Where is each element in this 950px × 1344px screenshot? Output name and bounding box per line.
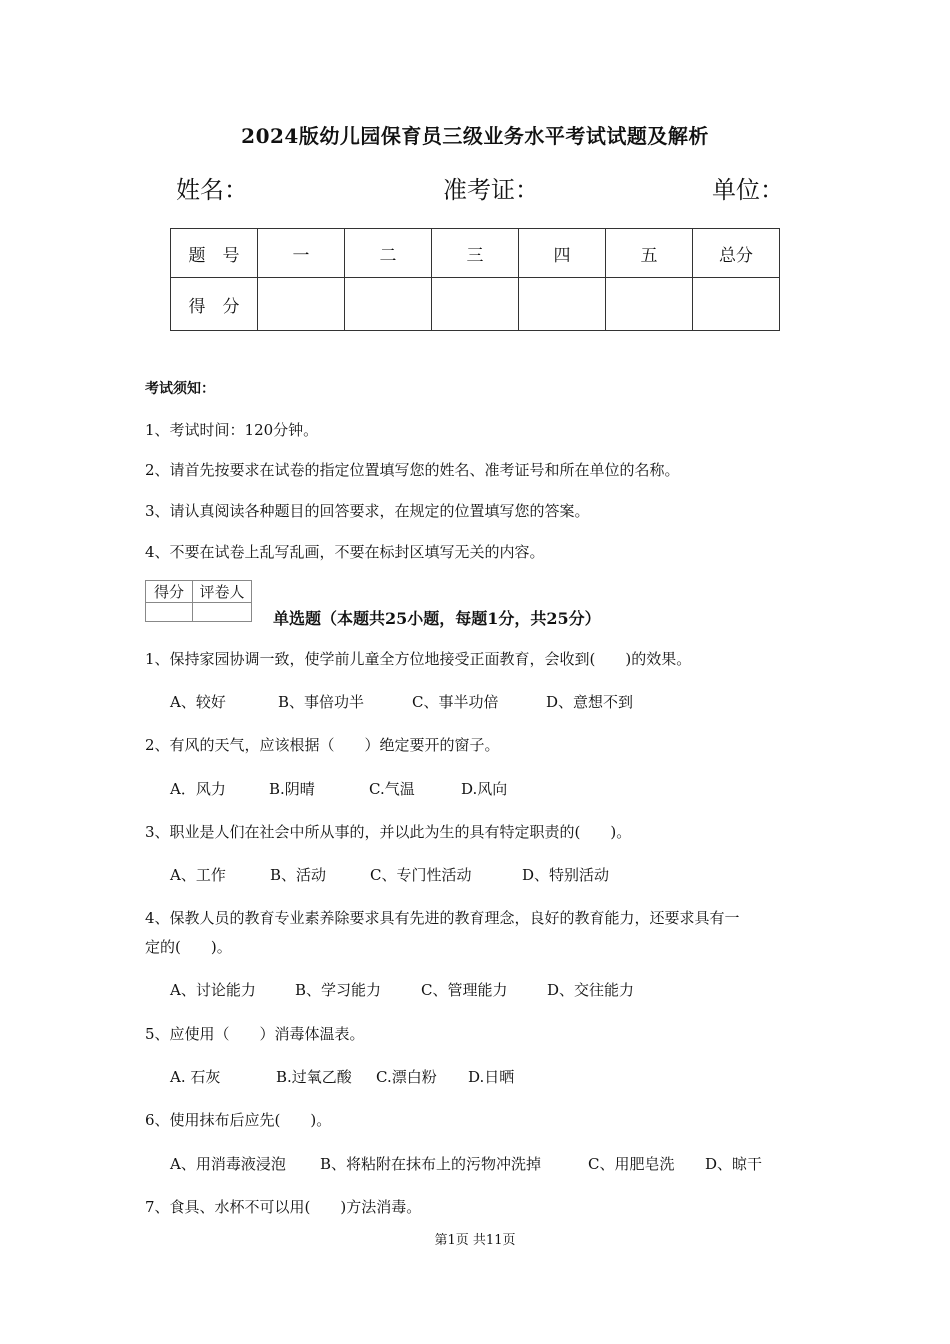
score-cell: 总分 xyxy=(693,229,780,278)
score-table-header-row xyxy=(171,229,780,278)
grader-name-blank[interactable] xyxy=(193,603,252,622)
notice-item: 4、不要在试卷上乱写乱画，不要在标封区填写无关的内容。 xyxy=(145,543,545,561)
notice-item: 1、考试时间：120分钟。 xyxy=(145,421,319,439)
option: C、用肥皂洗 xyxy=(588,1155,675,1173)
question-options xyxy=(170,1153,762,1174)
score-cell: 三 xyxy=(432,229,519,278)
grader-score-blank[interactable] xyxy=(146,603,193,622)
unit-label: 单位： xyxy=(712,176,784,204)
question-text: 5、应使用（ ）消毒体温表。 xyxy=(145,1025,365,1043)
question-options xyxy=(170,691,633,712)
option: B.过氧乙酸 xyxy=(276,1068,352,1086)
exam-id-label: 准考证： xyxy=(443,176,539,204)
option: D、晾干 xyxy=(705,1155,763,1173)
option: D、意想不到 xyxy=(546,693,634,711)
document-title: 2024版幼儿园保育员三级业务水平考试试题及解析 xyxy=(241,124,709,148)
option: A、讨论能力 xyxy=(170,981,256,999)
option: A、工作 xyxy=(170,866,226,884)
question-text: 4、保教人员的教育专业素养除要求具有先进的教育理念，良好的教育能力，还要求具有一 xyxy=(145,909,740,927)
score-blank-cell[interactable] xyxy=(606,278,693,331)
option: D、交往能力 xyxy=(547,981,635,999)
score-cell: 二 xyxy=(345,229,432,278)
score-table xyxy=(170,228,780,331)
score-blank-cell[interactable] xyxy=(519,278,606,331)
question-options xyxy=(170,864,609,885)
question-options xyxy=(170,979,634,1000)
score-blank-cell[interactable] xyxy=(693,278,780,331)
option: D、特别活动 xyxy=(522,866,610,884)
score-blank-cell[interactable] xyxy=(258,278,345,331)
score-cell: 题 号 xyxy=(171,229,258,278)
question-text: 3、职业是人们在社会中所从事的，并以此为生的具有特定职责的( )。 xyxy=(145,823,632,841)
question-options xyxy=(170,1066,514,1087)
notice-item: 2、请首先按要求在试卷的指定位置填写您的姓名、准考证号和所在单位的名称。 xyxy=(145,461,680,479)
option: A. 石灰 xyxy=(170,1068,221,1086)
grader-label: 评卷人 xyxy=(193,581,252,603)
question-text: 6、使用抹布后应先( )。 xyxy=(145,1111,332,1129)
option: B、学习能力 xyxy=(295,981,382,999)
question-text: 7、食具、水杯不可以用( )方法消毒。 xyxy=(145,1198,422,1216)
option: A．风力 xyxy=(170,780,226,798)
page-footer: 第1页 共11页 xyxy=(434,1233,516,1248)
score-blank-cell[interactable] xyxy=(345,278,432,331)
score-table-score-row xyxy=(171,278,780,331)
score-cell: 四 xyxy=(519,229,606,278)
question-text: 2、有风的天气，应该根据（ ）绝定要开的窗子。 xyxy=(145,736,500,754)
option: A、较好 xyxy=(170,693,226,711)
option: A、用消毒液浸泡 xyxy=(170,1155,286,1173)
score-cell: 五 xyxy=(606,229,693,278)
grader-score-label: 得分 xyxy=(146,581,193,603)
question-options xyxy=(170,778,507,799)
name-label: 姓名： xyxy=(176,176,248,204)
grader-table xyxy=(145,580,252,622)
option: D.风向 xyxy=(461,780,508,798)
notice-item: 3、请认真阅读各种题目的回答要求，在规定的位置填写您的答案。 xyxy=(145,502,590,520)
option: B、将粘附在抹布上的污物冲洗掉 xyxy=(320,1155,542,1173)
score-row-label: 得 分 xyxy=(171,278,258,331)
option: C.漂白粉 xyxy=(376,1068,437,1086)
option: B、事倍功半 xyxy=(278,693,365,711)
question-text-continued: 定的( )。 xyxy=(145,938,232,956)
option: C、管理能力 xyxy=(421,981,508,999)
option: C、专门性活动 xyxy=(370,866,472,884)
option: C.气温 xyxy=(369,780,415,798)
option: B.阴晴 xyxy=(269,780,315,798)
option: C、事半功倍 xyxy=(412,693,499,711)
section-title: 单选题（本题共25小题，每题1分，共25分） xyxy=(273,609,601,628)
option: D.日晒 xyxy=(468,1068,515,1086)
score-cell: 一 xyxy=(258,229,345,278)
notice-title: 考试须知： xyxy=(145,381,215,397)
score-blank-cell[interactable] xyxy=(432,278,519,331)
option: B、活动 xyxy=(270,866,327,884)
question-text: 1、保持家园协调一致，使学前儿童全方位地接受正面教育，会收到( )的效果。 xyxy=(145,650,692,668)
